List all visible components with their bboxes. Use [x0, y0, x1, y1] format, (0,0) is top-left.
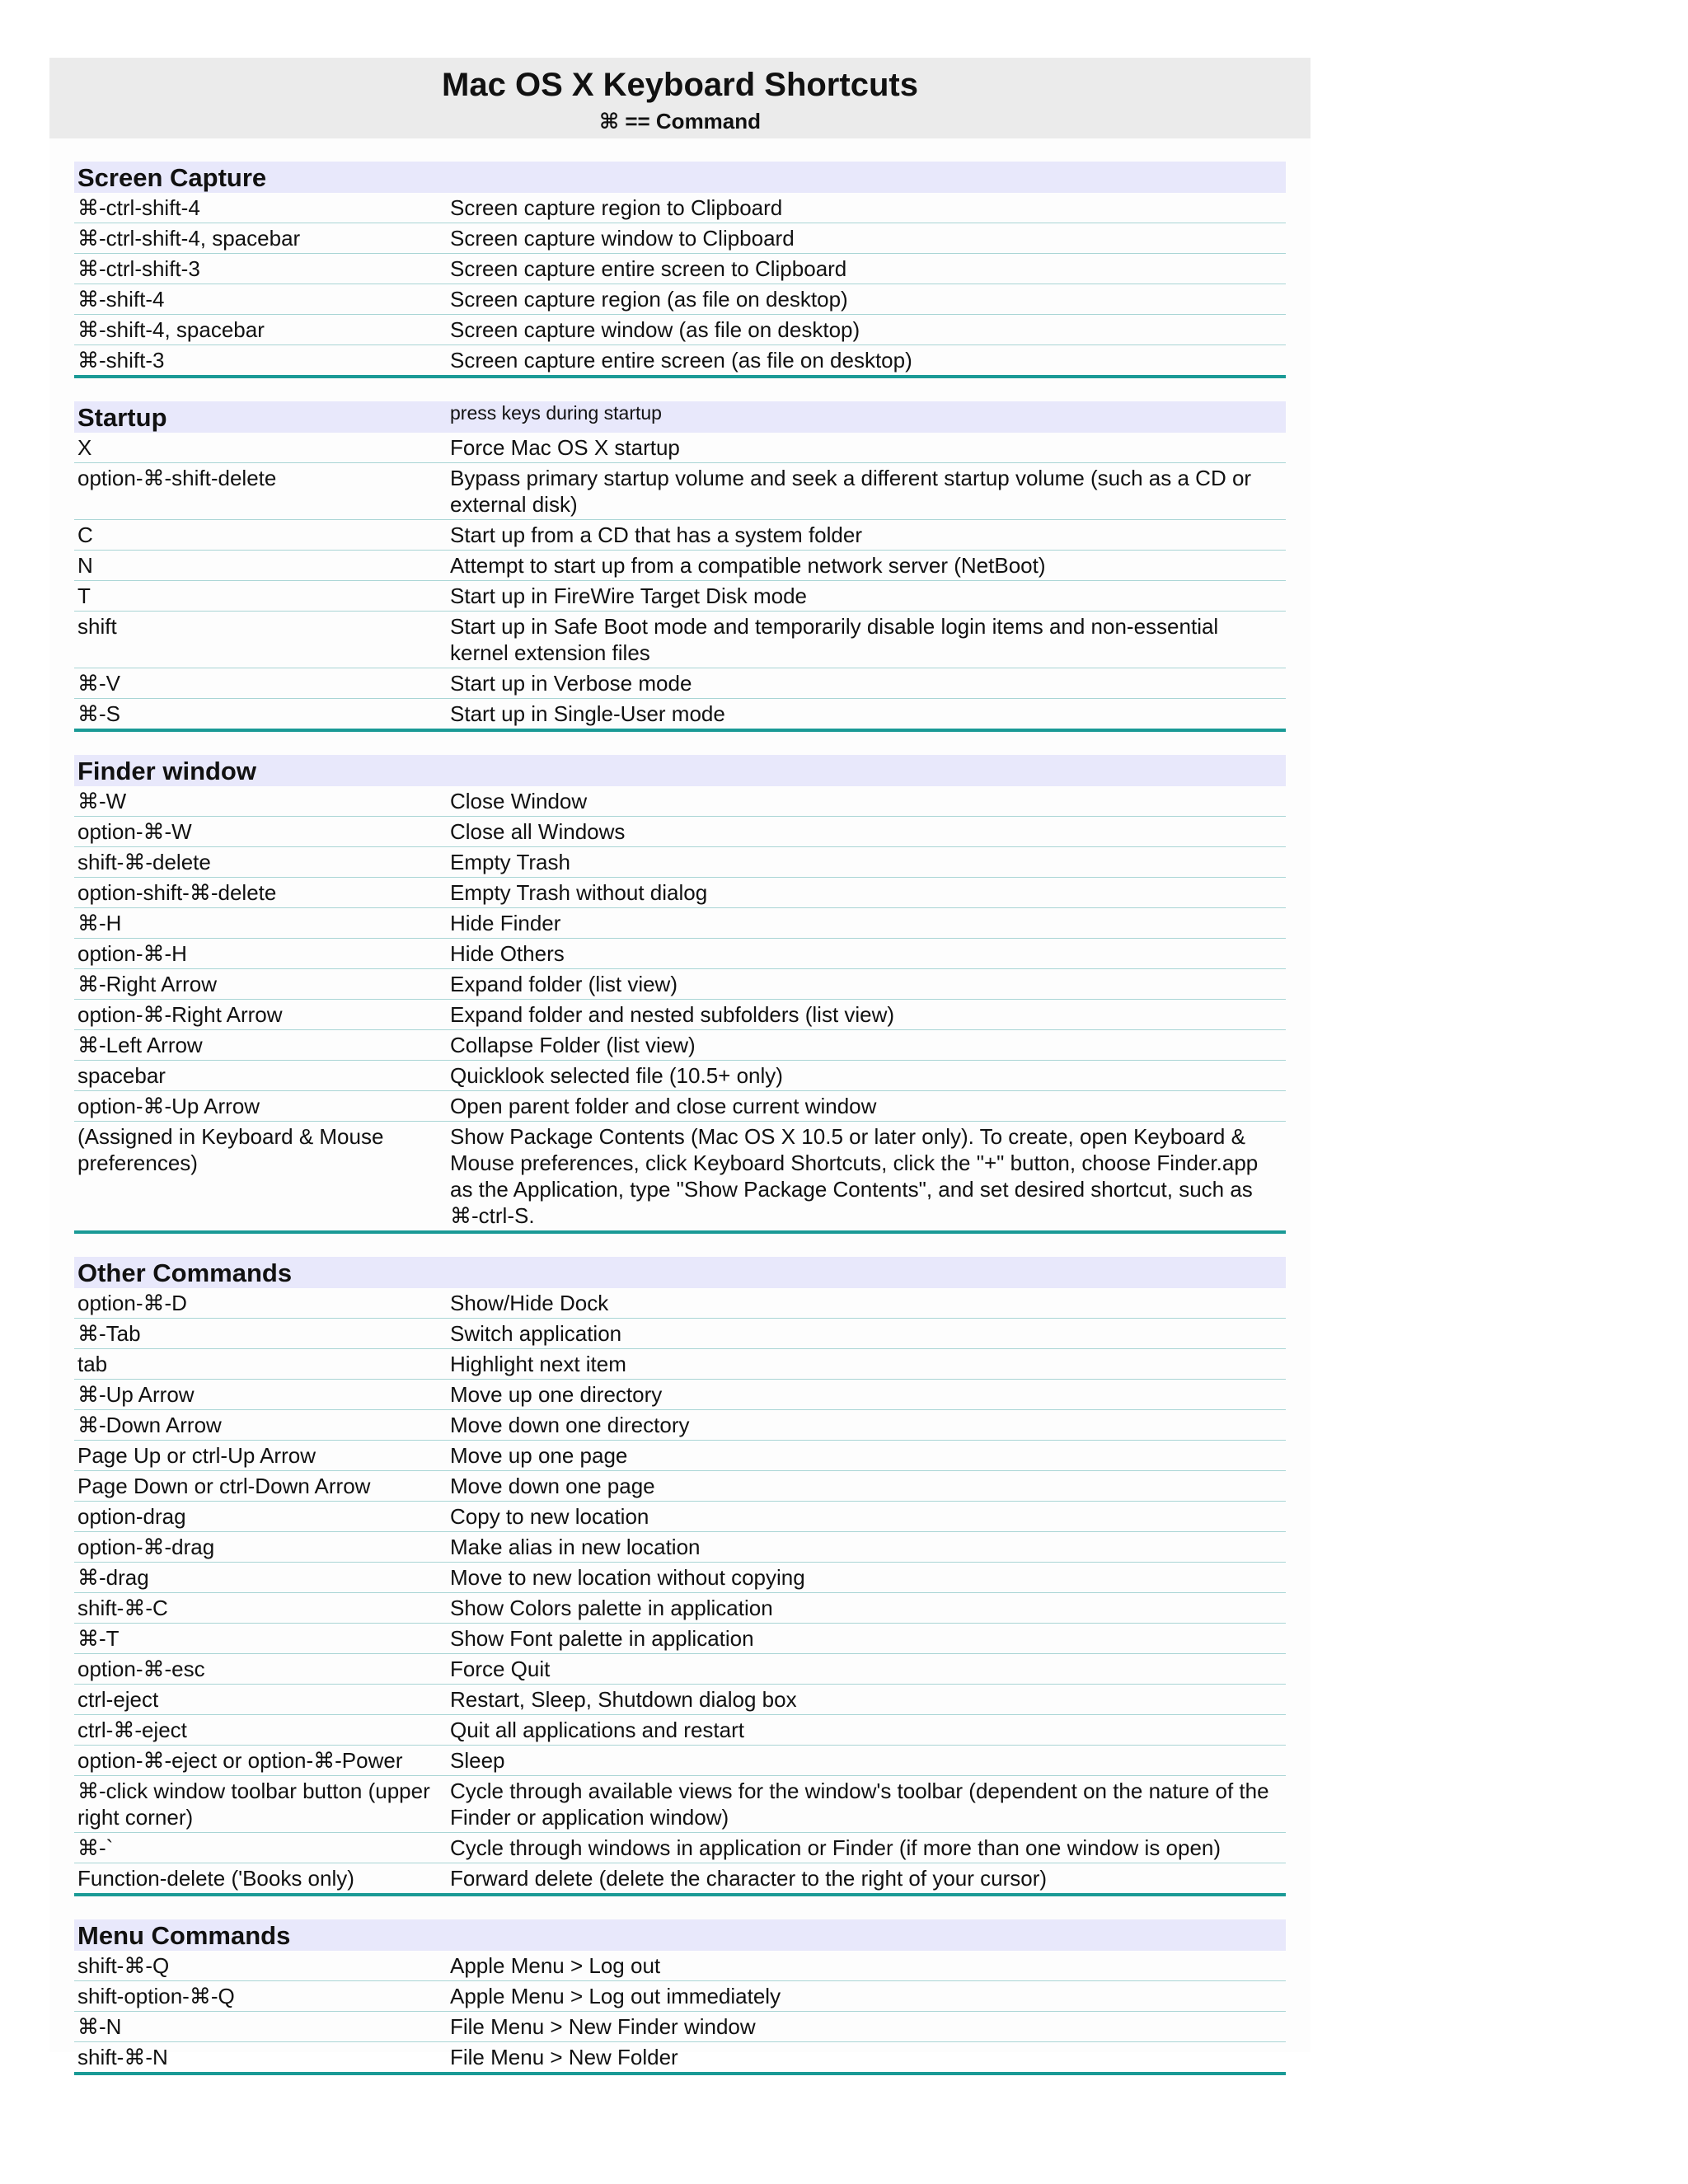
- shortcut-keys: ⌘-ctrl-shift-3: [77, 256, 200, 281]
- shortcut-keys: option-⌘-eject or option-⌘-Power: [77, 1748, 403, 1773]
- shortcut-description: Move up one page: [450, 1443, 628, 1468]
- shortcut-description: Show Package Contents (Mac OS X 10.5 or later only). To create, open Keyboard & Mouse preferences, click Keyboard Shortcuts, click the "+" button, choose Finder.app as the Application, type "Show Package Contents", and set desired shortcut, such as ⌘-ctrl-S.: [450, 1124, 1259, 1228]
- shortcut-keys: ⌘-Tab: [77, 1321, 141, 1346]
- shortcut-keys: ⌘-W: [77, 789, 127, 813]
- shortcut-description: Start up in Safe Boot mode and temporarily disable login items and non-essential kernel extension files: [450, 614, 1219, 665]
- shortcut-keys: shift-⌘-Q: [77, 1953, 170, 1978]
- shortcut-description: Screen capture window to Clipboard: [450, 226, 795, 251]
- shortcut-keys: ⌘-T: [77, 1626, 120, 1651]
- shortcut-keys: Page Down or ctrl-Down Arrow: [77, 1474, 371, 1498]
- page-subtitle: ⌘ == Command: [598, 109, 762, 134]
- shortcut-row: [74, 699, 1286, 729]
- shortcut-row: [74, 817, 1286, 847]
- shortcut-row: [74, 284, 1286, 315]
- shortcut-row: [74, 1593, 1286, 1624]
- shortcut-keys: Function-delete ('Books only): [77, 1866, 354, 1891]
- section-note: press keys during startup: [450, 402, 662, 424]
- shortcut-keys: ⌘-Left Arrow: [77, 1033, 203, 1057]
- shortcut-row: [74, 1624, 1286, 1654]
- shortcut-description: Hide Others: [450, 941, 565, 966]
- shortcut-description: Empty Trash without dialog: [450, 880, 708, 905]
- shortcut-keys: ⌘-N: [77, 2014, 122, 2039]
- section-finder-window: [74, 755, 1286, 1234]
- shortcut-row: [74, 1122, 1286, 1230]
- shortcut-row: [74, 1288, 1286, 1319]
- shortcut-keys: option-⌘-W: [77, 819, 192, 844]
- section-header: [74, 401, 1286, 433]
- shortcut-row: [74, 1746, 1286, 1776]
- shortcut-keys: ⌘-H: [77, 911, 122, 935]
- shortcut-description: Open parent folder and close current window: [450, 1094, 877, 1118]
- shortcut-keys: option-⌘-H: [77, 941, 187, 966]
- shortcut-keys: ⌘-`: [77, 1835, 114, 1860]
- shortcut-row: [74, 1349, 1286, 1380]
- shortcut-keys: T: [77, 583, 91, 608]
- section-title: Startup: [77, 403, 167, 432]
- shortcut-keys: ctrl-⌘-eject: [77, 1718, 187, 1742]
- shortcut-description: Start up from a CD that has a system folder: [450, 523, 862, 547]
- shortcut-keys: option-⌘-Right Arrow: [77, 1002, 283, 1027]
- shortcut-keys: spacebar: [77, 1063, 166, 1088]
- shortcut-keys: option-⌘-esc: [77, 1657, 205, 1681]
- shortcut-keys: option-⌘-Up Arrow: [77, 1094, 260, 1118]
- shortcut-row: [74, 1863, 1286, 1893]
- shortcut-description: Move down one page: [450, 1474, 655, 1498]
- shortcut-row: [74, 551, 1286, 581]
- shortcut-description: Start up in Verbose mode: [450, 671, 692, 696]
- shortcut-keys: ⌘-shift-4: [77, 287, 165, 312]
- shortcut-keys: ⌘-shift-4, spacebar: [77, 317, 265, 342]
- shortcut-keys: option-drag: [77, 1504, 186, 1529]
- shortcut-description: Move up one directory: [450, 1382, 663, 1407]
- shortcut-row: [74, 1441, 1286, 1471]
- shortcut-row: [74, 193, 1286, 223]
- shortcut-keys: Page Up or ctrl-Up Arrow: [77, 1443, 316, 1468]
- shortcut-description: Forward delete (delete the character to the right of your cursor): [450, 1866, 1048, 1891]
- shortcut-description: Screen capture entire screen (as file on desktop): [450, 348, 912, 373]
- shortcut-row: [74, 1833, 1286, 1863]
- shortcut-description: Quicklook selected file (10.5+ only): [450, 1063, 783, 1088]
- shortcut-keys: shift-⌘-N: [77, 2045, 168, 2069]
- shortcut-keys: ⌘-ctrl-shift-4: [77, 195, 200, 220]
- section-header: [74, 1257, 1286, 1288]
- shortcut-keys: ctrl-eject: [77, 1687, 159, 1712]
- shortcut-description: Force Quit: [450, 1657, 551, 1681]
- shortcut-row: [74, 1981, 1286, 2012]
- shortcut-description: Sleep: [450, 1748, 505, 1773]
- shortcut-description: Screen capture entire screen to Clipboard: [450, 256, 847, 281]
- section-menu-commands: [74, 1919, 1286, 2075]
- shortcut-keys: shift: [77, 614, 117, 639]
- shortcut-row: [74, 1471, 1286, 1502]
- shortcut-keys: shift-⌘-delete: [77, 850, 211, 874]
- section-title: Other Commands: [77, 1258, 293, 1287]
- shortcut-description: Screen capture region to Clipboard: [450, 195, 783, 220]
- section-startup: [74, 401, 1286, 732]
- shortcut-description: File Menu > New Finder window: [450, 2014, 756, 2039]
- section-header: [74, 755, 1286, 786]
- shortcut-row: [74, 1951, 1286, 1981]
- section-title: Finder window: [77, 757, 256, 785]
- shortcut-description: Screen capture region (as file on desktop): [450, 287, 848, 312]
- shortcut-description: Switch application: [450, 1321, 622, 1346]
- shortcut-description: Hide Finder: [450, 911, 561, 935]
- shortcut-description: Apple Menu > Log out immediately: [450, 1984, 781, 2008]
- section-header: [74, 1919, 1286, 1951]
- shortcut-row: [74, 433, 1286, 463]
- shortcut-row: [74, 463, 1286, 520]
- shortcut-row: [74, 1061, 1286, 1091]
- shortcut-keys: ⌘-S: [77, 701, 120, 726]
- shortcut-description: Move down one directory: [450, 1413, 690, 1437]
- shortcut-row: [74, 612, 1286, 668]
- shortcut-description: Screen capture window (as file on desktop): [450, 317, 860, 342]
- shortcut-row: [74, 847, 1286, 878]
- shortcut-sections: [74, 162, 1286, 2098]
- shortcut-keys: option-⌘-drag: [77, 1535, 215, 1559]
- shortcut-description: Empty Trash: [450, 850, 570, 874]
- shortcut-row: [74, 1563, 1286, 1593]
- shortcut-description: Apple Menu > Log out: [450, 1953, 661, 1978]
- shortcut-keys: option-shift-⌘-delete: [77, 880, 277, 905]
- shortcut-row: [74, 1776, 1286, 1833]
- shortcut-description: Force Mac OS X startup: [450, 435, 680, 460]
- shortcut-row: [74, 2042, 1286, 2072]
- shortcut-row: [74, 1685, 1286, 1715]
- shortcut-description: Close all Windows: [450, 819, 626, 844]
- shortcut-description: Start up in Single-User mode: [450, 701, 725, 726]
- shortcut-keys: shift-⌘-C: [77, 1596, 168, 1620]
- page-title: Mac OS X Keyboard Shortcuts: [442, 67, 918, 103]
- shortcut-row: [74, 1319, 1286, 1349]
- shortcut-keys: option-⌘-shift-delete: [77, 466, 277, 490]
- shortcut-keys: ⌘-V: [77, 671, 120, 696]
- shortcut-description: Show/Hide Dock: [450, 1291, 609, 1315]
- shortcut-row: [74, 878, 1286, 908]
- shortcut-description: Cycle through windows in application or Finder (if more than one window is open): [450, 1835, 1221, 1860]
- shortcut-row: [74, 1532, 1286, 1563]
- shortcut-description: Start up in FireWire Target Disk mode: [450, 583, 807, 608]
- shortcut-row: [74, 254, 1286, 284]
- shortcut-keys: option-⌘-D: [77, 1291, 187, 1315]
- shortcut-description: Copy to new location: [450, 1504, 649, 1529]
- shortcut-description: Show Font palette in application: [450, 1626, 754, 1651]
- shortcut-keys: ⌘-click window toolbar button (upper right corner): [77, 1779, 430, 1830]
- shortcut-description: Expand folder and nested subfolders (list view): [450, 1002, 895, 1027]
- section-title: Menu Commands: [77, 1921, 291, 1950]
- shortcut-keys: ⌘-Up Arrow: [77, 1382, 195, 1407]
- shortcut-row: [74, 786, 1286, 817]
- section-title: Screen Capture: [77, 163, 267, 192]
- document-header: [49, 58, 1311, 138]
- shortcut-keys: C: [77, 523, 93, 547]
- shortcut-description: Quit all applications and restart: [450, 1718, 744, 1742]
- shortcut-description: Attempt to start up from a compatible network server (NetBoot): [450, 553, 1046, 578]
- shortcut-description: Collapse Folder (list view): [450, 1033, 696, 1057]
- section-screen-capture: [74, 162, 1286, 378]
- shortcut-description: Bypass primary startup volume and seek a different startup volume (such as a CD or external disk): [450, 466, 1252, 517]
- shortcut-description: Move to new location without copying: [450, 1565, 805, 1590]
- shortcut-row: [74, 1410, 1286, 1441]
- shortcut-row: [74, 520, 1286, 551]
- shortcut-row: [74, 581, 1286, 612]
- shortcut-row: [74, 969, 1286, 1000]
- shortcut-keys: (Assigned in Keyboard & Mouse preferences): [77, 1124, 384, 1175]
- shortcut-row: [74, 2012, 1286, 2042]
- shortcut-keys: shift-option-⌘-Q: [77, 1984, 235, 2008]
- shortcut-row: [74, 1091, 1286, 1122]
- shortcut-description: File Menu > New Folder: [450, 2045, 678, 2069]
- shortcut-keys: tab: [77, 1352, 108, 1376]
- shortcut-row: [74, 1502, 1286, 1532]
- shortcut-row: [74, 668, 1286, 699]
- shortcut-description: Highlight next item: [450, 1352, 626, 1376]
- shortcut-keys: ⌘-ctrl-shift-4, spacebar: [77, 226, 301, 251]
- shortcut-keys: ⌘-drag: [77, 1565, 149, 1590]
- shortcut-keys: N: [77, 553, 93, 578]
- section-other-commands: [74, 1257, 1286, 1896]
- shortcut-keys: ⌘-shift-3: [77, 348, 165, 373]
- shortcut-row: [74, 1000, 1286, 1030]
- shortcut-keys: ⌘-Right Arrow: [77, 972, 218, 996]
- shortcut-row: [74, 1654, 1286, 1685]
- shortcut-keys: ⌘-Down Arrow: [77, 1413, 222, 1437]
- shortcut-keys: X: [77, 435, 92, 460]
- section-header: [74, 162, 1286, 193]
- shortcut-row: [74, 1715, 1286, 1746]
- shortcut-row: [74, 315, 1286, 345]
- shortcut-row: [74, 939, 1286, 969]
- shortcut-description: Make alias in new location: [450, 1535, 701, 1559]
- shortcut-row: [74, 345, 1286, 375]
- shortcut-row: [74, 1030, 1286, 1061]
- shortcut-row: [74, 223, 1286, 254]
- shortcut-description: Show Colors palette in application: [450, 1596, 773, 1620]
- shortcut-row: [74, 908, 1286, 939]
- shortcut-description: Expand folder (list view): [450, 972, 678, 996]
- shortcut-description: Close Window: [450, 789, 588, 813]
- shortcut-description: Restart, Sleep, Shutdown dialog box: [450, 1687, 797, 1712]
- shortcut-row: [74, 1380, 1286, 1410]
- shortcut-description: Cycle through available views for the window's toolbar (dependent on the nature of the Finder or application window): [450, 1779, 1269, 1830]
